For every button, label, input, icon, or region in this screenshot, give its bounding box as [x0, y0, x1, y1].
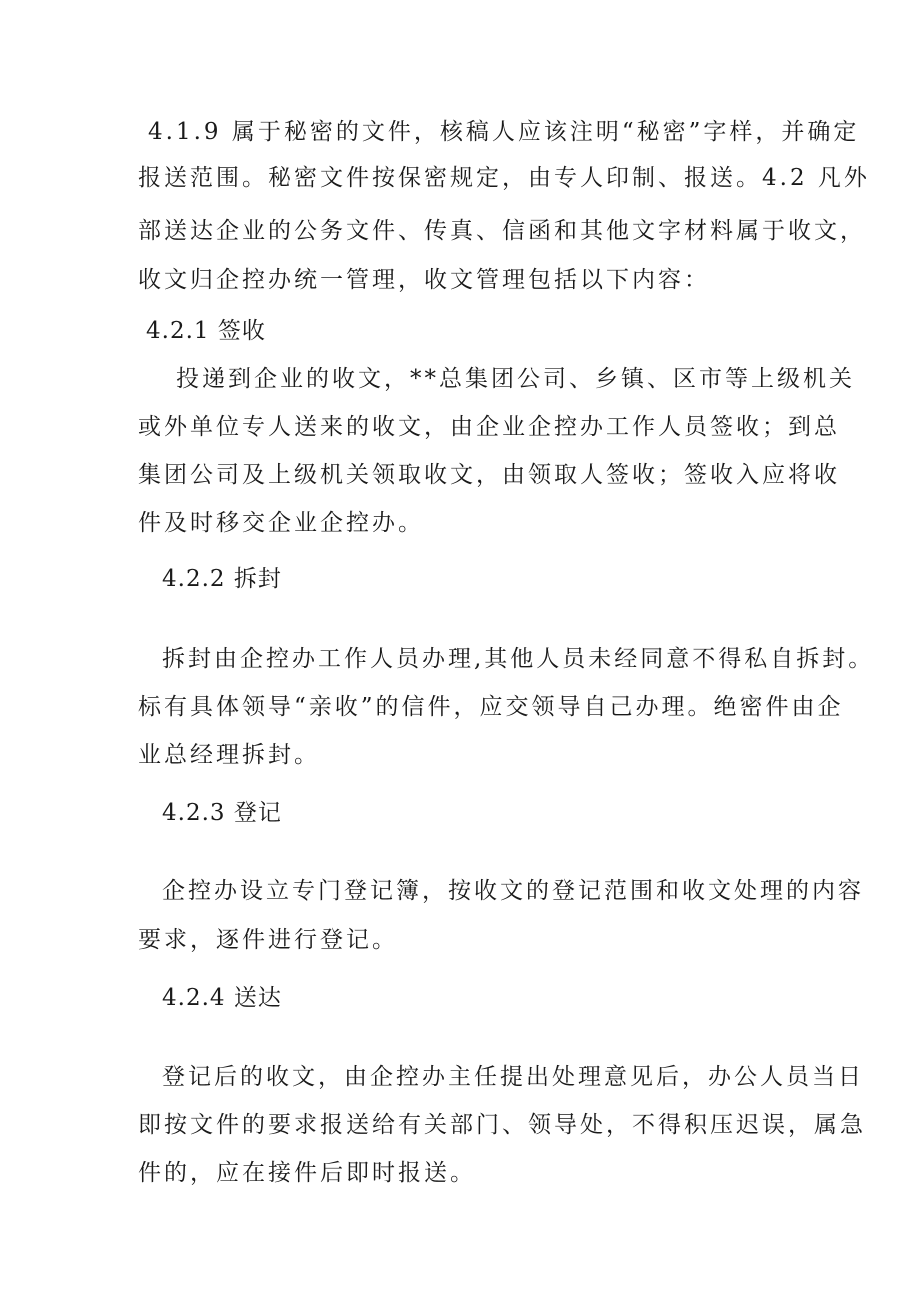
- paragraph-line: 业总经理拆封。: [138, 742, 320, 768]
- section-heading: 4.2.1 签收: [146, 318, 266, 344]
- paragraph-line: 报送范围。秘密文件按保密规定，由专人印制、报送。4.2 凡外: [138, 165, 870, 191]
- paragraph-line: 登记后的收文，由企控办主任提出处理意见后，办公人员当日: [162, 1064, 864, 1090]
- paragraph-line: 或外单位专人送来的收文，由企业企控办工作人员签收；到总: [138, 414, 840, 440]
- paragraph-line: 企控办设立专门登记簿，按收文的登记范围和收文处理的内容: [162, 878, 864, 904]
- paragraph-line: 要求，逐件进行登记。: [138, 927, 398, 953]
- paragraph-line: 即按文件的要求报送给有关部门、领导处，不得积压迟误，属急: [138, 1112, 866, 1138]
- section-heading: 4.2.3 登记: [162, 800, 282, 826]
- paragraph-line: 拆封由企控办工作人员办理,其他人员未经同意不得私自拆封。: [162, 646, 875, 672]
- paragraph-line: 投递到企业的收文，**总集团公司、乡镇、区市等上级机关: [176, 366, 855, 392]
- paragraph-line: 件的，应在接件后即时报送。: [138, 1160, 476, 1186]
- paragraph-line: 收文归企控办统一管理，收文管理包括以下内容：: [138, 267, 710, 293]
- paragraph-line: 件及时移交企业企控办。: [138, 510, 424, 536]
- paragraph-line: 部送达企业的公务文件、传真、信函和其他文字材料属于收文，: [138, 218, 866, 244]
- section-heading: 4.2.2 拆封: [162, 566, 282, 592]
- section-heading: 4.2.4 送达: [162, 985, 282, 1011]
- paragraph-line: 集团公司及上级机关领取收文，由领取人签收；签收入应将收: [138, 462, 840, 488]
- paragraph-line: 4.1.9 属于秘密的文件，核稿人应该注明“秘密”字样，并确定: [148, 119, 860, 145]
- paragraph-line: 标有具体领导“亲收”的信件，应交领导自己办理。绝密件由企: [138, 694, 844, 720]
